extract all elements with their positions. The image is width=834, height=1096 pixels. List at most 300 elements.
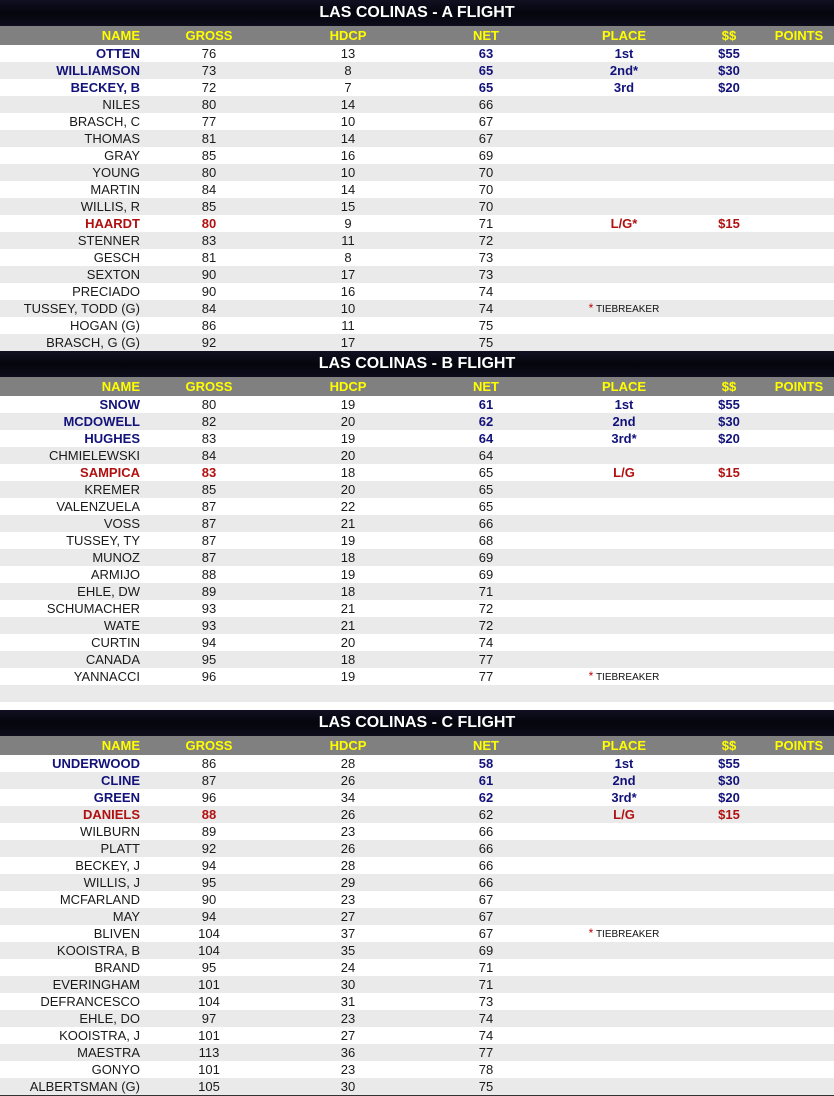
table-row — [0, 198, 834, 215]
table-row — [0, 498, 834, 515]
cell-points — [764, 334, 834, 351]
table-row — [0, 823, 834, 840]
cell-net: 65 — [478, 80, 494, 95]
cell-net: 67 — [478, 114, 494, 129]
cell-hdcp: 14 — [340, 131, 356, 146]
cell-hdcp: 30 — [340, 977, 356, 992]
cell-hdcp: 19 — [340, 669, 356, 684]
cell-net: 65 — [478, 465, 494, 480]
cell-points — [764, 908, 834, 925]
table-row — [0, 583, 834, 600]
cell-money — [694, 823, 764, 840]
cell-points — [764, 113, 834, 130]
cell-gross: 87 — [201, 516, 217, 531]
cell-name: TUSSEY, TODD (G) — [23, 301, 140, 316]
cell-place: 1st — [614, 756, 634, 771]
cell-place — [554, 113, 694, 130]
table-row — [0, 891, 834, 908]
cell-points — [764, 840, 834, 857]
cell-hdcp: 18 — [340, 652, 356, 667]
table-row — [0, 215, 834, 232]
cell-points — [764, 96, 834, 113]
cell-net: 71 — [478, 584, 494, 599]
cell-hdcp: 17 — [340, 335, 356, 350]
cell-gross: 95 — [201, 875, 217, 890]
cell-money: $20 — [718, 431, 740, 446]
cell-net: 69 — [478, 567, 494, 582]
cell-place — [554, 447, 694, 464]
cell-name: CLINE — [101, 773, 140, 788]
cell-money — [694, 583, 764, 600]
cell-name — [0, 685, 140, 702]
cell-points — [764, 164, 834, 181]
cell-net: 66 — [478, 875, 494, 890]
tiebreaker-star: * — [588, 926, 594, 940]
cell-money — [694, 857, 764, 874]
cell-name: WILLIAMSON — [56, 63, 140, 78]
cell-gross: 87 — [201, 773, 217, 788]
cell-gross: 80 — [201, 397, 217, 412]
cell-money — [694, 942, 764, 959]
cell-net: 62 — [478, 414, 494, 429]
cell-gross: 84 — [201, 182, 217, 197]
cell-name: BECKEY, J — [75, 858, 140, 873]
cell-place: 2nd — [612, 773, 636, 788]
cell-place — [554, 1044, 694, 1061]
cell-name: OTTEN — [95, 46, 140, 61]
table-row — [0, 266, 834, 283]
cell-net: 65 — [478, 499, 494, 514]
cell-name: EHLE, DO — [79, 1011, 140, 1026]
cell-place — [554, 685, 694, 702]
column-header-net: NET — [473, 379, 499, 394]
column-header-gross: GROSS — [185, 738, 233, 753]
cell-gross: 85 — [201, 148, 217, 163]
table-row — [0, 464, 834, 481]
cell-gross: 92 — [201, 335, 217, 350]
cell-hdcp: 16 — [340, 148, 356, 163]
cell-name: WATE — [103, 618, 140, 633]
cell-hdcp: 31 — [340, 994, 356, 1009]
cell-gross: 81 — [201, 250, 217, 265]
table-row — [0, 532, 834, 549]
table-row — [0, 600, 834, 617]
cell-place — [554, 232, 694, 249]
cell-net: 63 — [478, 46, 494, 61]
cell-place — [554, 317, 694, 334]
cell-gross: 101 — [198, 977, 220, 992]
flight-section — [0, 0, 834, 351]
cell-gross: 84 — [201, 301, 217, 316]
cell-name: KREMER — [84, 482, 140, 497]
cell-points — [764, 1044, 834, 1061]
cell-money — [694, 198, 764, 215]
cell-hdcp: 22 — [340, 499, 356, 514]
cell-net: 72 — [478, 233, 494, 248]
cell-net: 61 — [478, 397, 494, 412]
cell-points — [764, 549, 834, 566]
cell-points — [764, 447, 834, 464]
cell-points — [764, 430, 834, 447]
table-row — [0, 79, 834, 96]
cell-money — [694, 651, 764, 668]
table-row — [0, 685, 834, 702]
cell-points — [764, 925, 834, 942]
table-row — [0, 1061, 834, 1078]
table-row — [0, 430, 834, 447]
cell-place — [554, 668, 694, 685]
cell-hdcp: 28 — [340, 858, 356, 873]
cell-money: $55 — [718, 397, 740, 412]
cell-gross: 113 — [198, 1045, 220, 1060]
cell-net: 75 — [478, 1079, 494, 1094]
cell-name: BLIVEN — [93, 926, 140, 941]
table-row — [0, 1010, 834, 1027]
cell-net: 71 — [478, 216, 494, 231]
cell-hdcp: 26 — [340, 773, 356, 788]
cell-points — [764, 874, 834, 891]
cell-place — [554, 651, 694, 668]
cell-place: 1st — [614, 397, 634, 412]
cell-points — [764, 668, 834, 685]
cell-hdcp: 18 — [340, 465, 356, 480]
cell-hdcp: 34 — [340, 790, 356, 805]
cell-net: 65 — [478, 63, 494, 78]
cell-name: VALENZUELA — [56, 499, 140, 514]
cell-points — [764, 993, 834, 1010]
cell-points — [764, 300, 834, 317]
cell-place — [554, 634, 694, 651]
cell-place — [554, 300, 694, 317]
cell-money — [694, 1044, 764, 1061]
cell-place — [554, 198, 694, 215]
cell-name: CHMIELEWSKI — [48, 448, 140, 463]
tiebreaker-note: TIEBREAKER — [595, 929, 660, 940]
cell-hdcp: 11 — [341, 233, 355, 248]
table-row — [0, 857, 834, 874]
cell-place: L/G — [613, 465, 635, 480]
table-row — [0, 317, 834, 334]
table-row — [0, 874, 834, 891]
cell-name: BRASCH, C — [69, 114, 140, 129]
cell-gross: 88 — [201, 567, 217, 582]
cell-net: 74 — [478, 1028, 494, 1043]
cell-net: 58 — [478, 756, 494, 771]
cell-gross: 94 — [201, 858, 217, 873]
cell-money — [694, 1061, 764, 1078]
cell-hdcp: 29 — [340, 875, 356, 890]
table-row — [0, 617, 834, 634]
cell-points — [764, 1010, 834, 1027]
column-header-gross: GROSS — [185, 28, 233, 43]
cell-points — [764, 283, 834, 300]
table-row — [0, 806, 834, 823]
cell-hdcp: 13 — [340, 46, 356, 61]
cell-money — [694, 317, 764, 334]
table-row — [0, 925, 834, 942]
cell-net: 66 — [478, 516, 494, 531]
table-row — [0, 976, 834, 993]
cell-place — [554, 840, 694, 857]
cell-gross: 83 — [201, 233, 217, 248]
cell-net: 70 — [478, 165, 494, 180]
table-row — [0, 181, 834, 198]
cell-place — [554, 617, 694, 634]
cell-gross: 93 — [201, 601, 217, 616]
cell-name: ALBERTSMAN (G) — [29, 1079, 140, 1094]
cell-points — [764, 583, 834, 600]
table-row — [0, 651, 834, 668]
table-row — [0, 515, 834, 532]
table-row — [0, 1027, 834, 1044]
tiebreaker-note: TIEBREAKER — [595, 672, 660, 683]
column-header-place: PLACE — [601, 28, 647, 43]
cell-hdcp: 20 — [340, 635, 356, 650]
cell-gross: 88 — [201, 807, 217, 822]
cell-gross: 82 — [201, 414, 217, 429]
cell-points — [764, 634, 834, 651]
cell-gross: 81 — [201, 131, 217, 146]
cell-money — [694, 634, 764, 651]
cell-net: 66 — [478, 858, 494, 873]
cell-net: 62 — [478, 790, 494, 805]
cell-name: EVERINGHAM — [52, 977, 140, 992]
cell-gross: 94 — [201, 635, 217, 650]
cell-place — [554, 147, 694, 164]
cell-gross: 80 — [201, 165, 217, 180]
cell-points — [764, 942, 834, 959]
table-row — [0, 396, 834, 413]
cell-gross: 87 — [201, 499, 217, 514]
cell-name: BRASCH, G (G) — [46, 335, 140, 350]
results-table — [0, 755, 834, 1095]
cell-money — [694, 334, 764, 351]
cell-money — [694, 447, 764, 464]
cell-place — [554, 334, 694, 351]
cell-place — [554, 549, 694, 566]
cell-net: 73 — [478, 267, 494, 282]
cell-hdcp: 10 — [340, 301, 356, 316]
cell-gross: 90 — [201, 267, 217, 282]
cell-name: MAESTRA — [77, 1045, 140, 1060]
cell-place — [554, 942, 694, 959]
cell-hdcp: 27 — [340, 1028, 356, 1043]
cell-money — [694, 566, 764, 583]
cell-net — [418, 685, 554, 702]
cell-gross: 104 — [198, 943, 220, 958]
cell-hdcp: 23 — [340, 824, 356, 839]
column-header-name: NAME — [101, 738, 140, 753]
cell-money — [694, 617, 764, 634]
column-header-points: POINTS — [774, 738, 824, 753]
cell-net: 74 — [478, 1011, 494, 1026]
table-row — [0, 130, 834, 147]
cell-name: MUNOZ — [92, 550, 140, 565]
cell-place — [554, 600, 694, 617]
cell-points — [764, 617, 834, 634]
cell-hdcp: 23 — [340, 1062, 356, 1077]
table-row — [0, 942, 834, 959]
tiebreaker-star: * — [588, 301, 594, 315]
cell-money — [694, 925, 764, 942]
table-row — [0, 908, 834, 925]
cell-money: $15 — [718, 807, 740, 822]
cell-points — [764, 249, 834, 266]
cell-money — [694, 249, 764, 266]
cell-net: 77 — [478, 669, 494, 684]
cell-gross: 96 — [201, 790, 217, 805]
cell-hdcp: 11 — [341, 318, 355, 333]
cell-place: 2nd* — [609, 63, 639, 78]
cell-hdcp: 20 — [340, 482, 356, 497]
cell-money — [694, 874, 764, 891]
table-row — [0, 249, 834, 266]
tiebreaker-note: TIEBREAKER — [595, 304, 660, 315]
cell-money — [694, 164, 764, 181]
table-row — [0, 772, 834, 789]
cell-points — [764, 959, 834, 976]
cell-points — [764, 481, 834, 498]
cell-money: $30 — [718, 63, 740, 78]
cell-money: $20 — [718, 790, 740, 805]
column-header-points: POINTS — [774, 379, 824, 394]
cell-points — [764, 857, 834, 874]
cell-money — [694, 891, 764, 908]
cell-points — [764, 215, 834, 232]
cell-name: UNDERWOOD — [52, 756, 140, 771]
cell-name: MAY — [112, 909, 140, 924]
cell-hdcp: 14 — [340, 97, 356, 112]
cell-money — [694, 549, 764, 566]
cell-money — [694, 232, 764, 249]
cell-gross: 94 — [201, 909, 217, 924]
cell-points — [764, 396, 834, 413]
results-table — [0, 45, 834, 351]
cell-net: 73 — [478, 250, 494, 265]
column-header-row — [0, 26, 834, 45]
cell-name: PLATT — [100, 841, 140, 856]
cell-name: HAARDT — [85, 216, 140, 231]
cell-name: WILBURN — [80, 824, 140, 839]
cell-money — [694, 685, 764, 702]
cell-points — [764, 600, 834, 617]
results-table — [0, 396, 834, 702]
cell-place — [554, 283, 694, 300]
cell-money — [694, 959, 764, 976]
cell-hdcp: 26 — [340, 841, 356, 856]
cell-name: SCHUMACHER — [46, 601, 140, 616]
cell-hdcp: 7 — [344, 80, 352, 95]
cell-name: SNOW — [99, 397, 140, 412]
cell-net: 66 — [478, 841, 494, 856]
column-header-gross: GROSS — [185, 379, 233, 394]
cell-name: KOOISTRA, J — [59, 1028, 140, 1043]
cell-points — [764, 130, 834, 147]
cell-gross: 89 — [201, 584, 217, 599]
cell-money: $55 — [718, 46, 740, 61]
cell-gross: 101 — [198, 1062, 220, 1077]
cell-name: SAMPICA — [80, 465, 140, 480]
cell-hdcp: 23 — [340, 1011, 356, 1026]
cell-gross: 84 — [201, 448, 217, 463]
cell-place: 3rd — [613, 80, 635, 95]
cell-gross: 95 — [201, 960, 217, 975]
cell-place — [554, 993, 694, 1010]
column-header-place: PLACE — [601, 379, 647, 394]
table-row — [0, 232, 834, 249]
cell-net: 71 — [478, 960, 494, 975]
cell-points — [764, 515, 834, 532]
cell-net: 66 — [478, 97, 494, 112]
cell-net: 67 — [478, 131, 494, 146]
cell-money — [694, 266, 764, 283]
table-row — [0, 334, 834, 351]
table-row — [0, 96, 834, 113]
cell-gross: 93 — [201, 618, 217, 633]
table-row — [0, 840, 834, 857]
column-header-hdcp: HDCP — [329, 28, 367, 43]
cell-gross: 83 — [201, 465, 217, 480]
cell-name: YANNACCI — [73, 669, 140, 684]
cell-net: 70 — [478, 199, 494, 214]
cell-name: KOOISTRA, B — [56, 943, 140, 958]
cell-hdcp: 28 — [340, 756, 356, 771]
table-row — [0, 45, 834, 62]
cell-net: 74 — [478, 284, 494, 299]
cell-net: 69 — [478, 148, 494, 163]
cell-net: 67 — [478, 892, 494, 907]
cell-gross: 80 — [201, 97, 217, 112]
cell-name: GRAY — [104, 148, 140, 163]
cell-net: 78 — [478, 1062, 494, 1077]
cell-place: 1st — [614, 46, 634, 61]
cell-net: 71 — [478, 977, 494, 992]
cell-place — [554, 164, 694, 181]
cell-gross: 87 — [201, 533, 217, 548]
cell-place — [554, 908, 694, 925]
cell-place — [554, 481, 694, 498]
cell-net: 77 — [478, 1045, 494, 1060]
cell-hdcp: 21 — [340, 618, 356, 633]
column-header-row — [0, 736, 834, 755]
cell-money: $20 — [718, 80, 740, 95]
cell-name: HOGAN (G) — [69, 318, 140, 333]
cell-money — [694, 1027, 764, 1044]
column-header-money: $$ — [721, 28, 737, 43]
cell-money — [694, 96, 764, 113]
cell-name: EHLE, DW — [77, 584, 140, 599]
cell-place — [554, 566, 694, 583]
cell-place — [554, 874, 694, 891]
cell-net: 77 — [478, 652, 494, 667]
cell-hdcp: 35 — [340, 943, 356, 958]
cell-money — [694, 181, 764, 198]
cell-name: GESCH — [93, 250, 140, 265]
cell-money — [694, 976, 764, 993]
cell-points — [764, 976, 834, 993]
tiebreaker-star: * — [588, 669, 594, 683]
cell-hdcp: 19 — [340, 397, 356, 412]
cell-money — [694, 1010, 764, 1027]
flight-title: LAS COLINAS - A FLIGHT — [0, 0, 834, 26]
cell-gross — [140, 685, 278, 702]
table-row — [0, 789, 834, 806]
cell-name: CANADA — [85, 652, 140, 667]
cell-money: $30 — [718, 414, 740, 429]
cell-net: 68 — [478, 533, 494, 548]
cell-money — [694, 130, 764, 147]
column-header-hdcp: HDCP — [329, 379, 367, 394]
